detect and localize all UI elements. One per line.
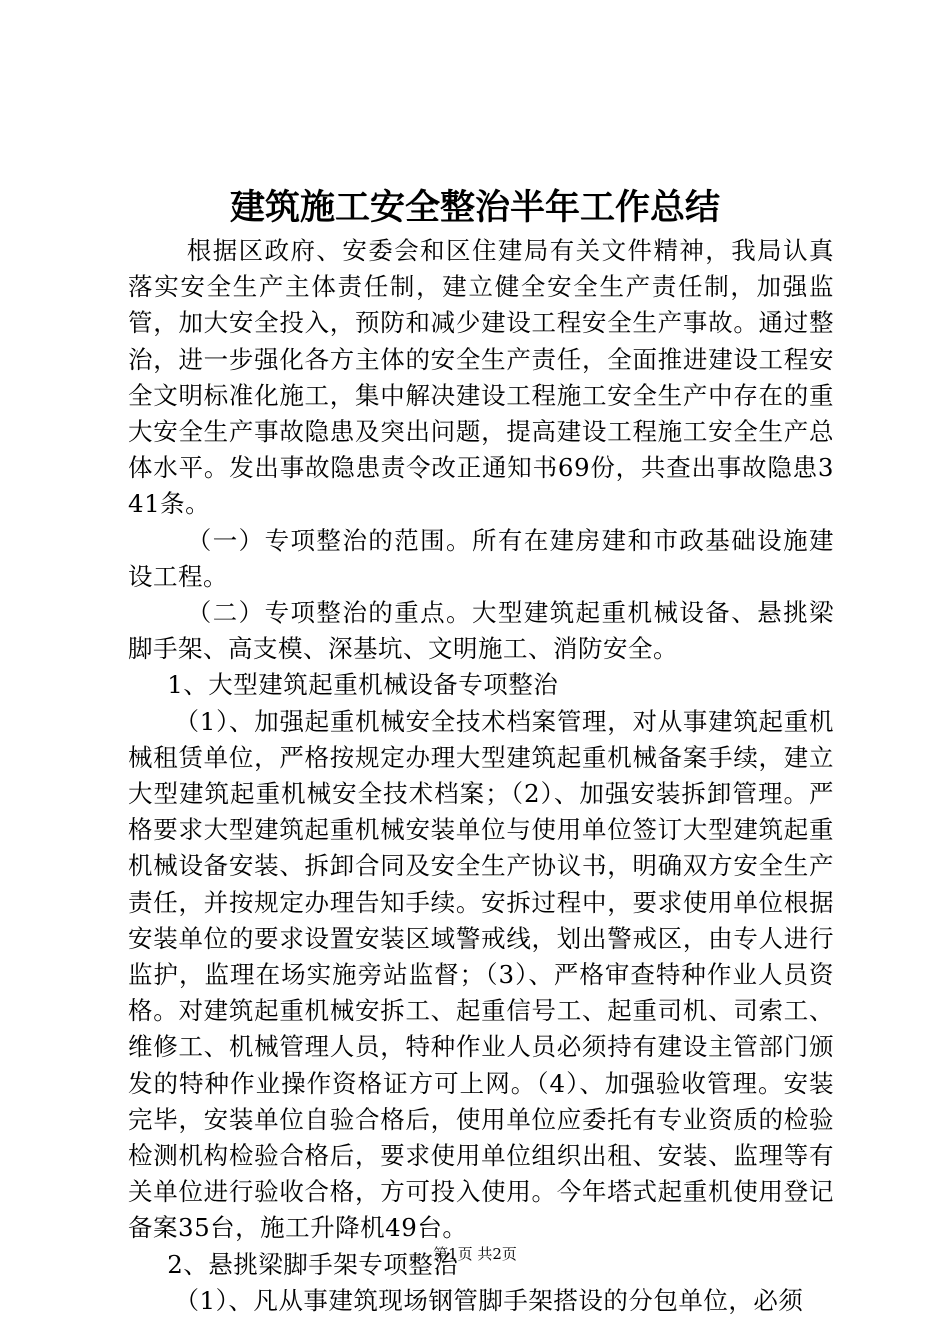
section-heading-cranes: 1、大型建筑起重机械设备专项整治 xyxy=(167,670,559,700)
section-heading-scaffold: 2、悬挑梁脚手架专项整治 xyxy=(167,1249,459,1279)
paragraph-scaffold: （1）、凡从事建筑现场钢管脚手架搭设的分包单位，必须 xyxy=(174,1285,804,1315)
document-title: 建筑施工安全整治半年工作总结 xyxy=(229,187,720,228)
paragraph-cranes: （1）、加强起重机械安全技术档案管理，对从事建筑起重机械租赁单位，严格按规定办理大型建筑起重机械备案手续，建立大型建筑起重机械安全技术档案；（2）、加强安装拆卸管理。严格要求大型建筑起重机械安装单位与使用单位签订大型建筑起重机械设备安装、拆卸合同及安全生产协议书，明确双方安全生产责任，并按规定办理告知手续。安拆过程中，要求使用单位根据安装单位的要求设置安装区域警戒线，划出警戒区，由专人进行监护，监理在场实施旁站监督；（3）、严格审查特种作业人员资格。对建筑起重机械安拆工、起重信号工、起重司机、司索工、维修工、机械管理人员，特种作业人员必须持有建设主管部门颁发的特种作业操作资格证方可上网。（4）、加强验收管理。安装完毕，安装单位自验合格后，使用单位应委托有专业资质的检验检测机构检验合格后，要求使用单位组织出租、安装、监理等有关单位进行验收合格，方可投入使用。今年塔式起重机使用登记备案35台，施工升降机49台。 xyxy=(128,706,834,1243)
document-body xyxy=(128,233,834,1319)
paragraph-scope: （一）专项整治的范围。所有在建房建和市政基础设施建设工程。 xyxy=(128,525,834,591)
page-footer: 第1页 共2页 xyxy=(433,1245,517,1263)
paragraph-intro: 根据区政府、安委会和区住建局有关文件精神，我局认真落实安全生产主体责任制，建立健全安全生产责任制，加强监管，加大安全投入，预防和减少建设工程安全生产事故。通过整治，进一步强化各方主体的安全生产责任，全面推进建设工程安全文明标准化施工，集中解决建设工程施工安全生产中存在的重大安全生产事故隐患及突出问题，提高建设工程施工安全生产总体水平。发出事故隐患责令改正通知书69份，共查出事故隐患341条。 xyxy=(128,236,834,519)
paragraph-focus: （二）专项整治的重点。大型建筑起重机械设备、悬挑梁脚手架、高支模、深基坑、文明施工、消防安全。 xyxy=(128,598,834,664)
